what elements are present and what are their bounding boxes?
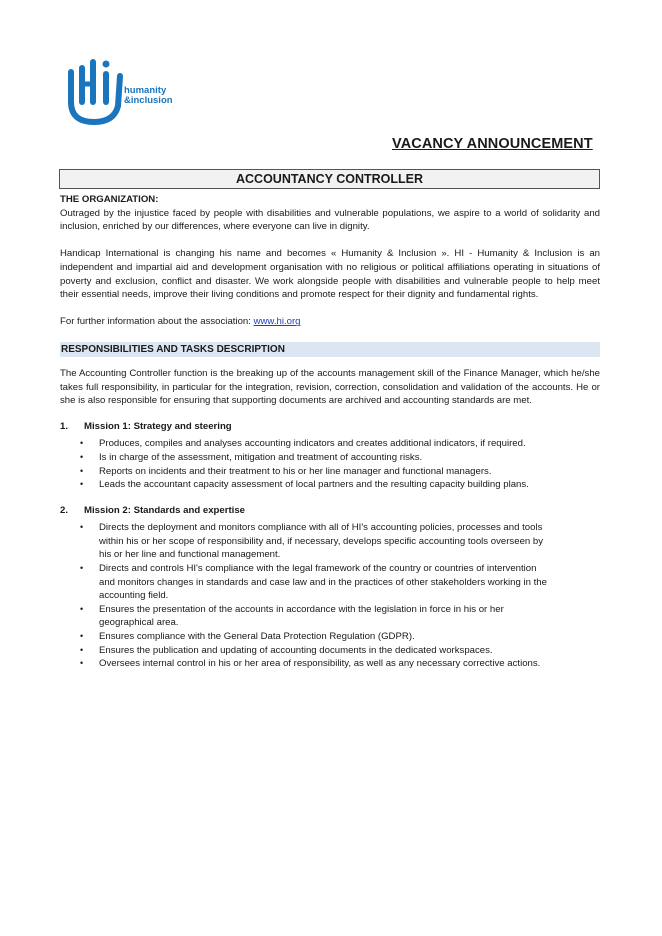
list-item <box>80 657 550 671</box>
list-item-text: Ensures compliance with the General Data Protection Regulation (GDPR). <box>99 631 415 643</box>
organization-paragraph-3: For further information about the association: www.hi.org <box>60 316 301 328</box>
bullet-icon: • <box>80 522 84 533</box>
mission-bullets <box>60 437 600 491</box>
list-item <box>80 451 550 465</box>
mission-number: 1. <box>60 420 69 432</box>
list-item <box>80 437 550 451</box>
list-item <box>80 644 550 658</box>
bullet-icon: • <box>80 644 84 655</box>
website-link[interactable]: www.hi.org <box>253 316 301 328</box>
list-item-text: Produces, compiles and analyses accounting indicators and creates additional indicators, if required. <box>99 438 526 450</box>
list-item-text: Ensures the publication and updating of accounting documents in the dedicated workspaces. <box>99 644 493 656</box>
responsibilities-heading: RESPONSIBILITIES AND TASKS DESCRIPTION <box>60 342 600 357</box>
bullet-icon: • <box>80 465 84 476</box>
list-item-text: Leads the accountant capacity assessment of local partners and the resulting capacity building plans. <box>99 479 529 491</box>
list-item <box>80 603 550 630</box>
mission-title: Mission 1: Strategy and steering <box>84 420 232 432</box>
list-item <box>80 562 550 603</box>
document-body <box>60 193 600 671</box>
list-item <box>80 465 550 479</box>
mission-title: Mission 2: Standards and expertise <box>84 504 246 516</box>
missions-list <box>60 420 600 671</box>
list-item <box>80 521 550 562</box>
organization-heading: THE ORGANIZATION: <box>60 194 159 205</box>
bullet-icon: • <box>80 658 84 669</box>
job-title: ACCOUNTANCY CONTROLLER <box>59 169 600 189</box>
mission-heading <box>60 420 600 434</box>
list-item-text: Ensures the presentation of the accounts in accordance with the legislation in force in his or her geographical area. <box>99 603 504 629</box>
list-item <box>80 630 550 644</box>
bullet-icon: • <box>80 603 84 614</box>
list-item-text: Oversees internal control in his or her area of responsibility, as well as any necessary corrective actions. <box>99 658 541 670</box>
organization-paragraph-1: Outraged by the injustice faced by people with disabilities and vulnerable populations, we aspire to a world of solidarity and inclusion, enriched by our differences, where everyone can live in dignity. <box>60 207 600 233</box>
organization-paragraph-2: Handicap International is changing his name and becomes « Humanity & Inclusion ». HI - Humanity & Inclusion is an independent and impartial aid and development organisation with no religious or political affiliations operating in situations of poverty and exclusion, conflict and disaster. We work alongside people with disabilities and vulnerable people to help meet their essential needs, improve their living conditions and promote respect for their dignity and fundamental rights. <box>60 248 600 301</box>
list-item <box>80 478 550 492</box>
logo-wordmark: humanity &inclusion <box>124 85 173 106</box>
bullet-icon: • <box>80 631 84 642</box>
list-item-text: Reports on incidents and their treatment to his or her line manager and functional managers. <box>99 465 492 477</box>
bullet-icon: • <box>80 563 84 574</box>
list-item-text: Is in charge of the assessment, mitigation and treatment of accounting risks. <box>99 451 423 463</box>
mission-bullets <box>60 521 600 671</box>
bullet-icon: • <box>80 479 84 490</box>
vacancy-heading: VACANCY ANNOUNCEMENT <box>392 136 593 152</box>
mission-number: 2. <box>60 504 69 516</box>
bullet-icon: • <box>80 438 84 449</box>
bullet-icon: • <box>80 451 84 462</box>
mission-heading <box>60 504 600 518</box>
list-item-text: Directs the deployment and monitors compliance with all of HI's accounting policies, processes and tools within his or her scope of responsibility and, if necessary, develops specific accounting tools overseen by his or her line and functional management. <box>99 522 544 561</box>
responsibilities-intro: The Accounting Controller function is the breaking up of the accounts management skill of the Finance Manager, which he/she takes full responsibility, in particular for the integration, revision, correction, consolidation and validation of the accounts. He or she is also responsible for ensuring that supporting documents are archived and accounting standards are met. <box>60 367 600 407</box>
list-item-text: Directs and controls HI's compliance with the legal framework of the country or countries of intervention and monitors changes in standards and case law and in the practices of other stakeholders working in the accounting field. <box>99 563 547 602</box>
